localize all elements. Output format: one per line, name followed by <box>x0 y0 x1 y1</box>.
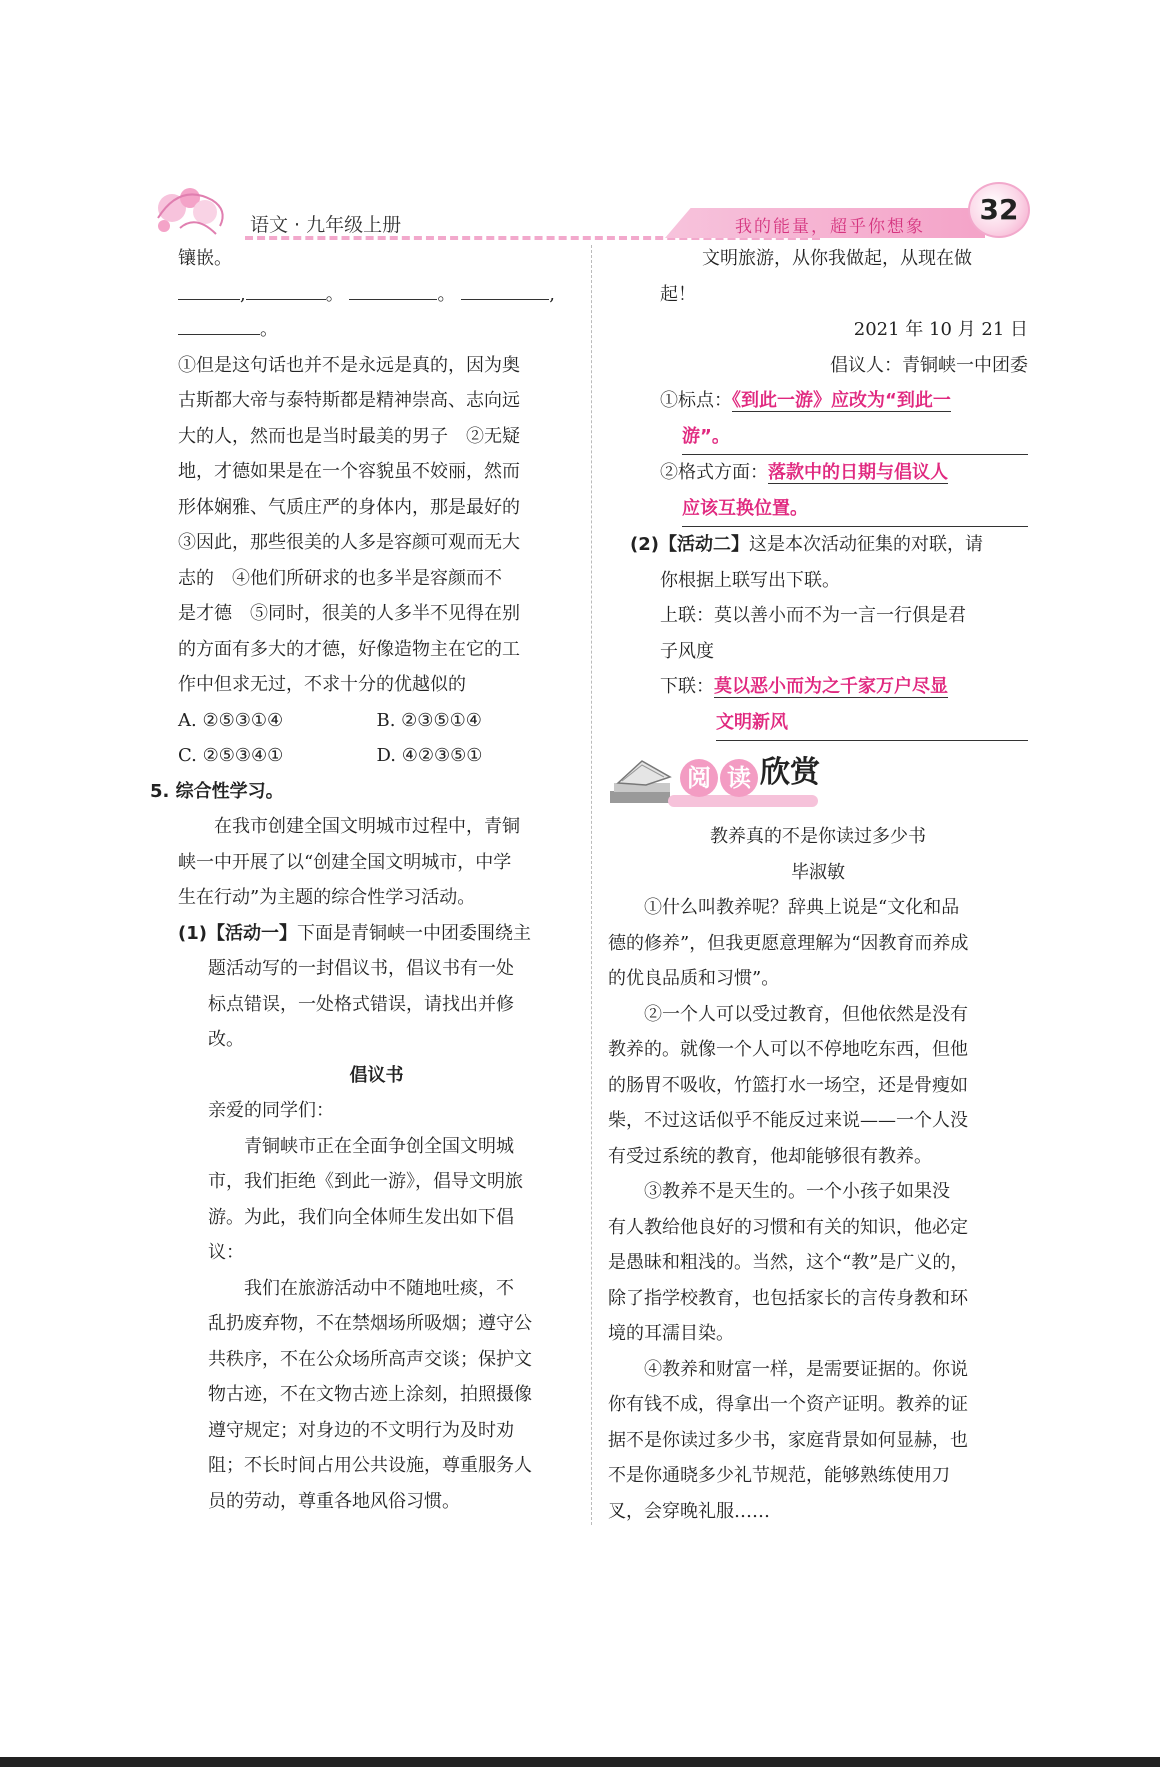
passage-line: 的方面有多大的才德，好像造物主在它的工 <box>178 638 520 660</box>
q5-intro-line: 生在行动”为主题的综合性学习活动。 <box>178 887 476 908</box>
activity-1-line: 改。 <box>208 1029 244 1050</box>
article-para2-line: ②一个人可以受过教育，但他依然是没有 <box>644 1003 968 1025</box>
letter-para2-line: 员的劳动，尊重各地风俗习惯。 <box>208 1490 460 1512</box>
letter-para2-line: 共秩序，不在公众场所高声交谈；保护文 <box>208 1348 532 1370</box>
answer-blank <box>349 277 437 300</box>
question-5-title: 5. 综合性学习。 <box>150 780 284 802</box>
article-para4-line: 据不是你读过多少书，家庭背景如何显赫，也 <box>608 1429 968 1451</box>
letter-para1-line: 游。为此，我们向全体师生发出如下倡 <box>208 1206 514 1228</box>
reading-section-header <box>608 749 1028 815</box>
article-para4-line: 不是你通晓多少礼节规范，能够熟练使用刀 <box>608 1465 950 1486</box>
q5-intro-line: 峡一中开展了以“创建全国文明城市，中学 <box>178 851 512 873</box>
books-icon <box>608 757 676 809</box>
reading-char-rest: 欣赏 <box>760 755 820 790</box>
punct-label: ①标点： <box>660 390 732 411</box>
blank-punct: , <box>549 283 555 305</box>
format-answer: 应该互换位置。 <box>682 491 1028 528</box>
letter-greeting: 亲爱的同学们： <box>208 1100 334 1121</box>
letter-para2-line: 物古迹，不在文物古迹上涂刻，拍照摄像 <box>208 1384 532 1405</box>
letter-para2-line: 阻；不长时间占用公共设施，尊重服务人 <box>208 1455 532 1476</box>
letter-date: 2021 年 10 月 21 日 <box>853 319 1028 340</box>
letter-closing-line: 文明旅游，从你我做起，从现在做 <box>702 248 972 269</box>
letter-para1-line: 议： <box>208 1242 244 1263</box>
activity-2-text: 这是本次活动征集的对联，请 <box>748 534 983 555</box>
format-label: ②格式方面： <box>660 462 768 483</box>
right-column <box>608 241 1028 1529</box>
option-c[interactable]: C. ②⑤③④① <box>178 745 284 766</box>
passage-line: 形体娴雅、气质庄严的身体内，那是最好的 <box>178 496 520 518</box>
letter-para2-line: 我们在旅游活动中不随地吐痰，不 <box>244 1277 514 1299</box>
header-motto: 我的能量，超乎你想象 <box>735 217 925 237</box>
option-b[interactable]: B. ②③⑤①④ <box>376 709 482 731</box>
letter-closing-line: 起！ <box>660 283 696 305</box>
article-para2-line: 有受过系统的教育，他却能够很有教养。 <box>608 1145 932 1167</box>
passage-line: ③因此，那些很美的人多是容颜可观而无大 <box>178 532 520 553</box>
lower-couplet-line <box>608 705 1028 742</box>
lower-couplet-line <box>608 669 1028 705</box>
passage-line: 志的 ④他们所研求的也多半是容颜而不 <box>178 567 502 589</box>
article-para1-line: 德的修养”，但我更愿意理解为“因教育而养成 <box>608 932 969 954</box>
answer-blank <box>461 277 549 300</box>
article-para3-line: ③教养不是天生的。一个小孩子如果没 <box>644 1181 950 1202</box>
lower-answer: 莫以恶小而为之千家万户尽显 <box>714 676 948 697</box>
activity-2-line <box>608 527 1028 563</box>
article-para3-line: 除了指学校教育，也包括家长的言传身教和环 <box>608 1287 968 1309</box>
letter-para2-line: 乱扔废弃物，不在禁烟场所吸烟；遵守公 <box>208 1313 532 1334</box>
letter-para2-line: 遵守规定；对身边的不文明行为及时劝 <box>208 1419 514 1441</box>
inlay-line: 镶嵌。 <box>178 248 232 269</box>
upper-couplet: 上联：莫以善小而不为一言一行俱是君 <box>660 605 966 626</box>
passage-line: 古斯都大帝与泰特斯都是精神崇高、志向远 <box>178 390 520 411</box>
format-answer-line <box>608 455 1028 491</box>
article-para4-line: ④教养和财富一样，是需要证据的。你说 <box>644 1358 968 1380</box>
article-para4-line: 叉，会穿晚礼服…… <box>608 1500 770 1522</box>
passage-line: ①但是这句话也并不是永远是真的，因为奥 <box>178 354 520 376</box>
page-number: 32 <box>968 182 1030 238</box>
passage-line: 地，才德如果是在一个容貌虽不姣丽，然而 <box>178 461 520 482</box>
reading-swoosh <box>668 795 818 807</box>
reading-char-2: 读 <box>720 759 758 797</box>
activity-2-label: (2)【活动二】 <box>630 534 749 555</box>
blank-punct: 。 <box>260 319 278 340</box>
punct-answer-line <box>608 383 1028 419</box>
options-row-2 <box>150 738 575 774</box>
article-para3-line: 境的耳濡目染。 <box>608 1323 734 1344</box>
article-para2-line: 的肠胃不吸收，竹篮打水一场空，还是骨瘦如 <box>608 1074 968 1096</box>
article-para3-line: 是愚昧和粗浅的。当然，这个“教”是广义的， <box>608 1252 969 1273</box>
upper-couplet: 子风度 <box>660 640 714 662</box>
activity-1-line: 标点错误，一处格式错误，请找出并修 <box>208 993 514 1015</box>
blank-line-1 <box>150 277 575 313</box>
blank-punct: , <box>240 283 246 305</box>
passage-line: 大的人，然而也是当时最美的男子 ②无疑 <box>178 425 520 447</box>
page-header <box>150 178 1030 242</box>
passage-line: 是才德 ⑤同时，很美的人多半不见得在别 <box>178 603 520 624</box>
option-a[interactable]: A. ②⑤③①④ <box>178 709 284 731</box>
reading-char-1: 阅 <box>680 759 718 797</box>
punct-answer: 游”。 <box>682 419 1028 456</box>
answer-blank <box>178 312 260 335</box>
article-para2-line: 教养的。就像一个人可以不停地吃东西，但他 <box>608 1039 968 1060</box>
format-answer-line <box>608 491 1028 528</box>
article-title: 教养真的不是你读过多少书 <box>710 826 926 847</box>
activity-1-text: 下面是青铜峡一中团委围绕主 <box>296 922 531 944</box>
floral-ornament-icon <box>150 178 240 242</box>
option-d[interactable]: D. ④②③⑤① <box>376 745 483 766</box>
lower-label: 下联： <box>660 676 714 697</box>
article-para1-line: 的优良品质和习惯”。 <box>608 968 780 989</box>
activity-1-line: 题活动写的一封倡议书，倡议书有一处 <box>208 958 514 979</box>
article-para4-line: 你有钱不成，得拿出一个资产证明。教养的证 <box>608 1394 968 1415</box>
activity-1-label: (1)【活动一】 <box>178 922 297 944</box>
answer-blank <box>178 277 240 300</box>
blank-punct: 。 <box>325 283 344 305</box>
letter-para1-line: 青铜峡市正在全面争创全国文明城 <box>244 1135 514 1157</box>
article-author: 毕淑敏 <box>791 861 845 883</box>
bottom-edge-bar <box>0 1757 1160 1767</box>
lower-answer: 文明新风 <box>716 705 1028 742</box>
letter-title: 倡议书 <box>349 1064 404 1086</box>
answer-blank <box>246 277 326 300</box>
column-divider <box>591 245 592 1525</box>
book-title: 语文 · 九年级上册 <box>250 214 402 236</box>
activity-2-line: 你根据上联写出下联。 <box>660 569 840 591</box>
article-para1-line: ①什么叫教养呢？辞典上说是“文化和品 <box>644 897 960 918</box>
q5-intro-line: 在我市创建全国文明城市过程中，青铜 <box>214 816 520 837</box>
blank-punct: 。 <box>437 283 456 305</box>
letter-para1-line: 市，我们拒绝《到此一游》，倡导文明旅 <box>208 1171 523 1192</box>
letter-signer: 倡议人：青铜峡一中团委 <box>830 354 1028 376</box>
punct-answer-line <box>608 419 1028 456</box>
passage-line: 作中但求无过，不求十分的优越似的 <box>178 674 466 695</box>
activity-1-line <box>150 916 575 952</box>
article-para2-line: 柴，不过这话似乎不能反过来说——一个人没 <box>608 1110 968 1131</box>
format-answer: 落款中的日期与倡议人 <box>768 462 948 483</box>
options-row-1 <box>150 703 575 739</box>
left-column <box>150 241 575 1519</box>
article-para3-line: 有人教给他良好的习惯和有关的知识，他必定 <box>608 1216 968 1238</box>
punct-answer: 《到此一游》应改为“到此一 <box>732 390 951 411</box>
blank-line-2 <box>150 312 575 348</box>
